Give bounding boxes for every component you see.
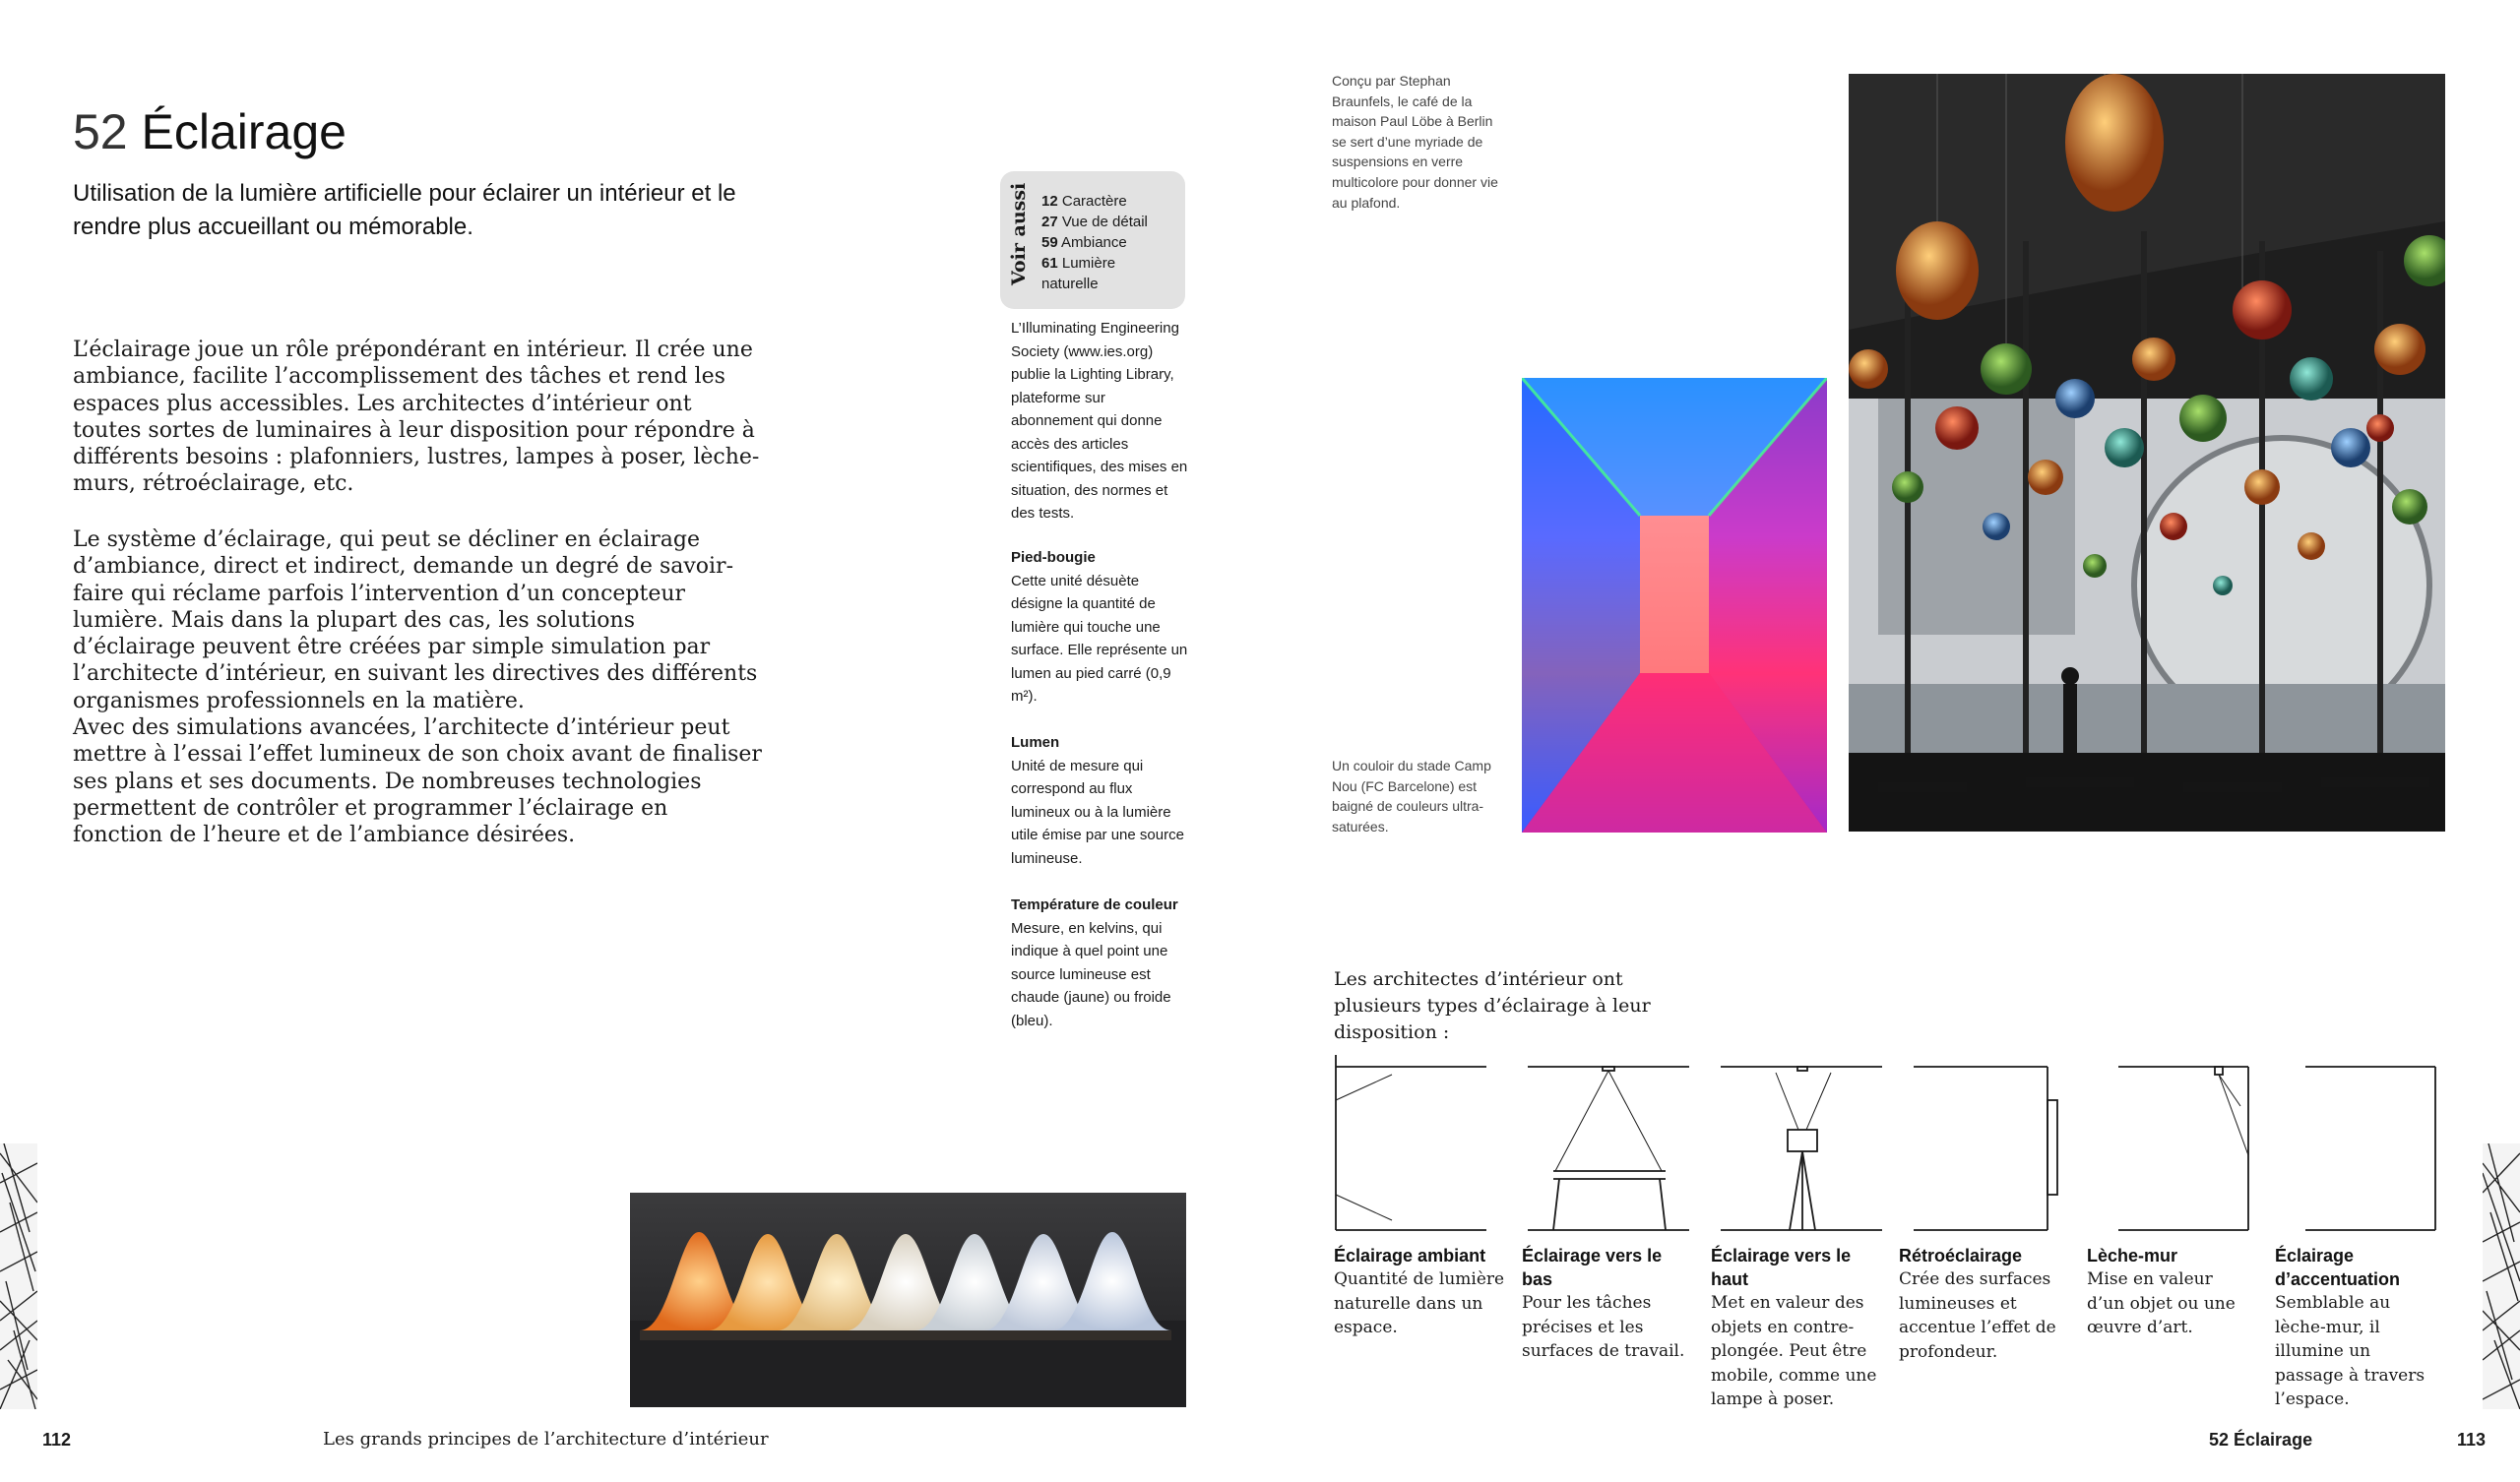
caption-cafe: Conçu par Stephan Braunfels, le café de la maison Paul Löbe à Berlin se sert d’une myriade de suspensions en verre multicolore pour donner vie au plafond.: [1332, 73, 1498, 211]
glossary-term: Lumen Unité de mesure qui correspond au flux lumineux ou à la lumière utile émise par une source lumineuse.: [1011, 734, 1184, 867]
page-title: [73, 102, 346, 161]
see-also-item[interactable]: 27 Vue de détail: [1041, 214, 1148, 230]
diagram-backlight: Rétroéclairage Crée des surfaces lumineuses et accentue l’effet de profondeur.: [1899, 1246, 2056, 1362]
uplight-diagram: [1721, 1067, 1882, 1230]
body-paragraph-2: Le système d’éclairage, qui peut se décliner en éclairage d’ambiance, direct et indirect, demande un degré de savoir-faire qui réclame parfois l’intervention d’un concepteur lumière. Mais dans la plupart des cas, les solutions d’éclairage peuvent être créées par simple simulation par l’architecte d’intérieur, en suivant les directives des différents organismes professionnels en la matière.: [73, 527, 758, 713]
diagram-accent: Éclairage d’accentuation Semblable au lèche-mur, il illumine un passage à travers l’espace.: [2275, 1246, 2426, 1409]
diagram-uplight: Éclairage vers le haut Met en valeur des objets en contre-plongée. Peut être mobile, comme une lampe à poser.: [1711, 1246, 1877, 1409]
sidebar-intro: L’Illuminating Engineering Society (www.ies.org) publie la Lighting Library, plateforme sur abonnement qui donne accès des articles scientifiques, des mises en situation, des normes et des tests.: [1011, 320, 1188, 522]
edge-texture-left: [0, 1143, 37, 1409]
diagram-downlight: Éclairage vers le bas Pour les tâches précises et les surfaces de travail.: [1522, 1246, 1685, 1361]
body-paragraph-1: L’éclairage joue un rôle prépondérant en intérieur. Il crée une ambiance, facilite l’accomplissement des tâches et rend les espaces plus accessibles. Les architectes d’intérieur ont toutes sortes de luminaires à leur disposition pour répondre à différents besoins : plafonniers, lustres, lampes à poser, lèche-murs, rétroéclairage, etc.: [73, 338, 760, 497]
glossary-term: Pied-bougie Cette unité désuète désigne la quantité de lumière qui touche une surface. Elle représente un lumen au pied carré (0,9 m²).: [1011, 549, 1188, 705]
chapter-number: 52: [73, 104, 128, 159]
page-number-right: 113: [2457, 1430, 2487, 1450]
running-head-right: 52 Éclairage: [2209, 1430, 2313, 1450]
wall-washer-diagram: [2118, 1067, 2248, 1230]
caption-corridor: Un couloir du stade Camp Nou (FC Barcelone) est baigné de couleurs ultra-saturées.: [1332, 758, 1491, 834]
chapter-title: Éclairage: [141, 104, 346, 159]
chapter-subtitle: Utilisation de la lumière artificielle pour éclairer un intérieur et le rendre plus accueillant ou mémorable.: [73, 180, 736, 240]
accent-diagram: [2305, 1067, 2435, 1230]
see-also-item[interactable]: 61 Lumière naturelle: [1041, 255, 1116, 292]
page-number-left: 112: [42, 1430, 72, 1450]
downlight-diagram: [1528, 1067, 1689, 1230]
see-also-item[interactable]: 59 Ambiance: [1041, 234, 1127, 251]
diagram-ambient: Éclairage ambiant Quantité de lumière naturelle dans un espace.: [1334, 1246, 1505, 1337]
lamp-photo: [630, 1193, 1186, 1407]
cafe-photo: [1849, 74, 2445, 832]
body-paragraph-3: Avec des simulations avancées, l’architecte d’intérieur peut mettre à l’essai l’effet lumineux de son choix avant de finaliser ses plans et ses documents. De nombreuses technologies permettent de contrôler et programmer l’éclairage en fonction de l’heure et de l’ambiance désirées.: [73, 715, 762, 848]
lighting-diagrams: [1331, 1047, 2443, 1234]
ambient-diagram: [1336, 1055, 1486, 1230]
see-also-heading: Voir aussi: [1008, 182, 1030, 285]
diagram-wall-washer: Lèche-mur Mise en valeur d’un objet ou une œuvre d’art.: [2087, 1246, 2236, 1337]
see-also-item[interactable]: 12 Caractère: [1041, 193, 1127, 210]
glossary-term: Température de couleur Mesure, en kelvins, qui indique à quel point une source lumineuse est chaude (jaune) ou froide (bleu).: [1011, 896, 1178, 1029]
backlight-diagram: [1914, 1067, 2057, 1230]
edge-texture-right: [2483, 1143, 2520, 1409]
see-also-list: [1041, 191, 1189, 294]
running-head-left: Les grands principes de l’architecture d’intérieur: [323, 1429, 769, 1450]
diagram-intro: Les architectes d’intérieur ont plusieurs types d’éclairage à leur disposition :: [1334, 968, 1651, 1043]
corridor-photo: [1522, 378, 1827, 833]
